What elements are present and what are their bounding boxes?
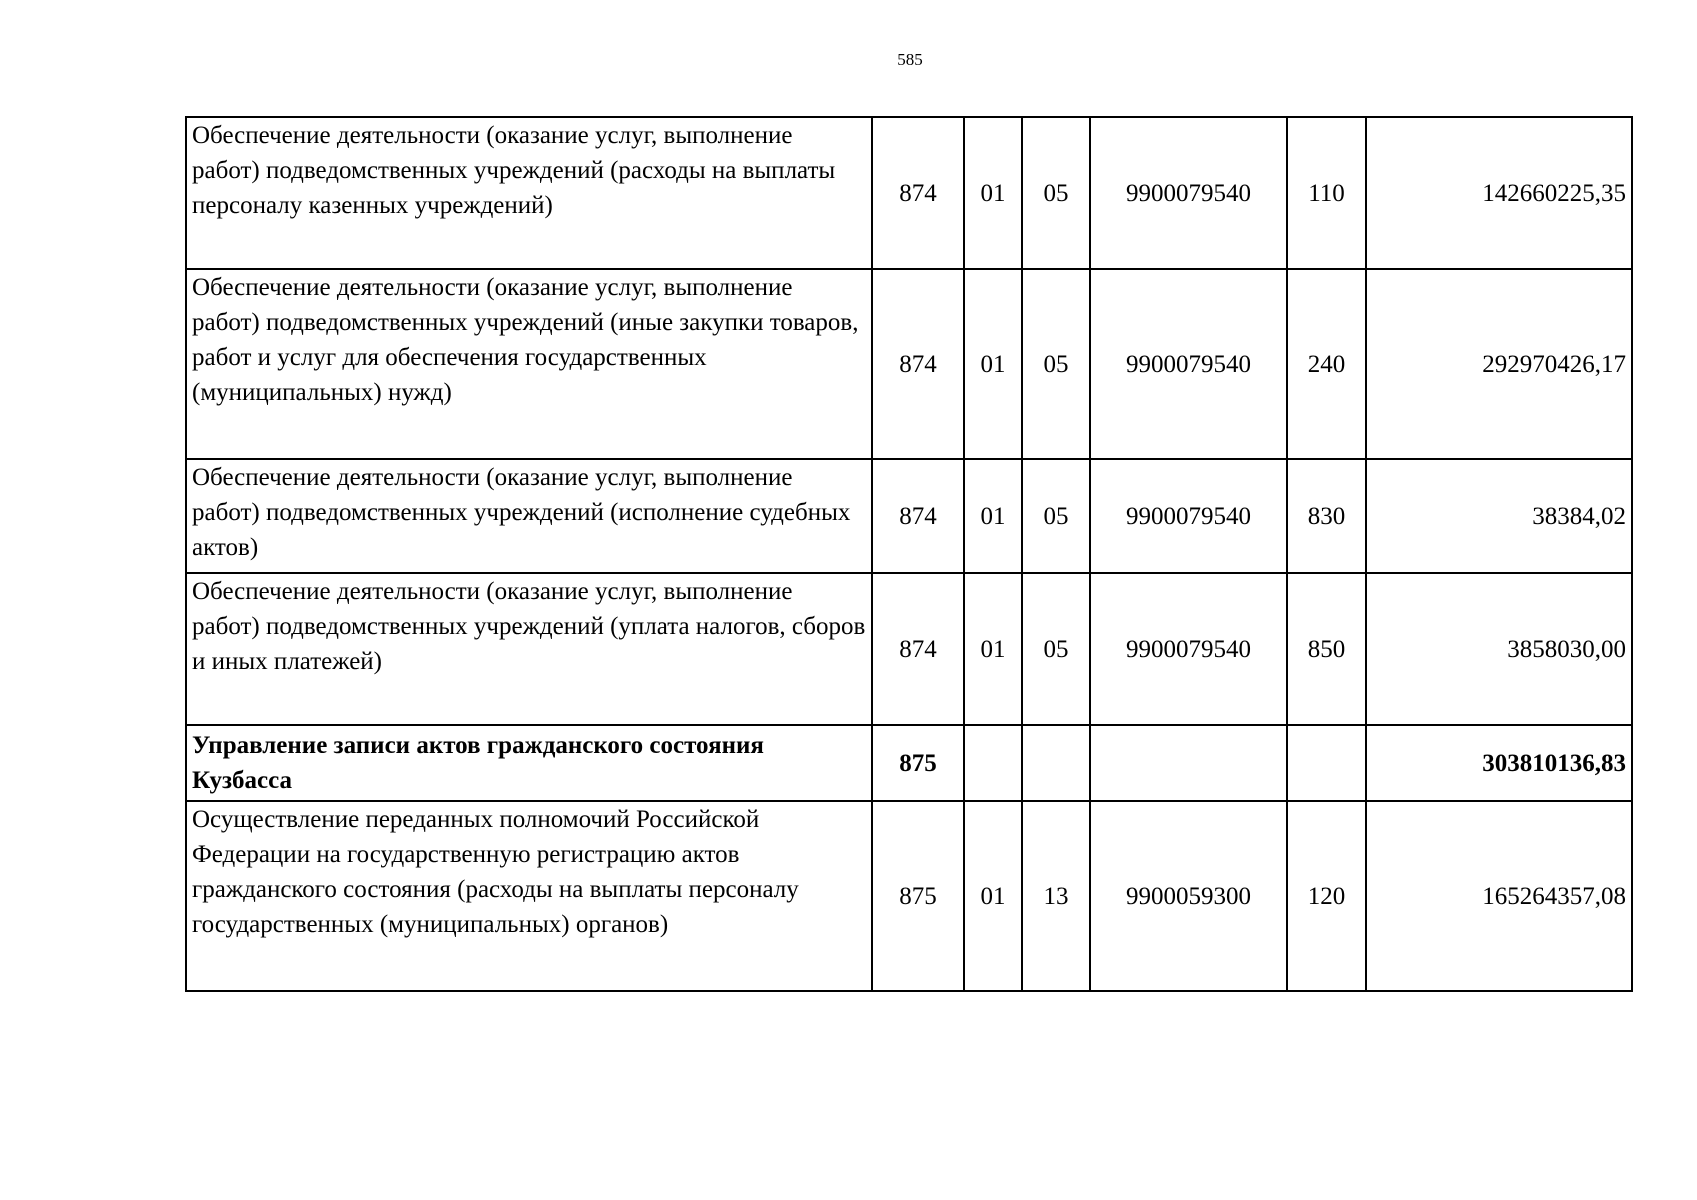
target-article-code: 9900079540	[1090, 573, 1287, 725]
section-code	[964, 725, 1022, 801]
ministry-code: 874	[872, 269, 964, 459]
target-article-code	[1090, 725, 1287, 801]
expense-type-code	[1287, 725, 1366, 801]
target-article-code: 9900079540	[1090, 269, 1287, 459]
ministry-code: 875	[872, 801, 964, 991]
table-row	[186, 801, 1632, 991]
amount: 303810136,83	[1366, 725, 1632, 801]
budget-table	[185, 116, 1633, 992]
row-name: Осуществление переданных полномочий Российской Федерации на государственную регистрацию актов гражданского состояния (расходы на выплаты персоналу государственных (муниципальных) органов)	[186, 801, 872, 991]
table-row-total	[186, 725, 1632, 801]
table-row	[186, 269, 1632, 459]
amount: 165264357,08	[1366, 801, 1632, 991]
expense-type-code: 850	[1287, 573, 1366, 725]
subsection-code: 05	[1022, 573, 1090, 725]
row-name: Обеспечение деятельности (оказание услуг, выполнение работ) подведомственных учреждений (уплата налогов, сборов и иных платежей)	[186, 573, 872, 725]
subsection-code: 05	[1022, 459, 1090, 573]
section-code: 01	[964, 269, 1022, 459]
expense-type-code: 240	[1287, 269, 1366, 459]
expense-type-code: 110	[1287, 117, 1366, 269]
page-number: 585	[897, 50, 923, 69]
subsection-code	[1022, 725, 1090, 801]
row-name: Обеспечение деятельности (оказание услуг, выполнение работ) подведомственных учреждений (исполнение судебных актов)	[186, 459, 872, 573]
target-article-code: 9900079540	[1090, 117, 1287, 269]
amount: 142660225,35	[1366, 117, 1632, 269]
row-name: Управление записи актов гражданского состояния Кузбасса	[186, 725, 872, 801]
section-code: 01	[964, 801, 1022, 991]
subsection-code: 13	[1022, 801, 1090, 991]
amount: 3858030,00	[1366, 573, 1632, 725]
row-name: Обеспечение деятельности (оказание услуг, выполнение работ) подведомственных учреждений (иные закупки товаров, работ и услуг для обеспечения государственных (муниципальных) нужд)	[186, 269, 872, 459]
ministry-code: 874	[872, 459, 964, 573]
amount: 38384,02	[1366, 459, 1632, 573]
section-code: 01	[964, 459, 1022, 573]
section-code: 01	[964, 573, 1022, 725]
table-row	[186, 573, 1632, 725]
subsection-code: 05	[1022, 269, 1090, 459]
expense-type-code: 830	[1287, 459, 1366, 573]
target-article-code: 9900079540	[1090, 459, 1287, 573]
ministry-code: 874	[872, 117, 964, 269]
table-row	[186, 117, 1632, 269]
table-row	[186, 459, 1632, 573]
row-name: Обеспечение деятельности (оказание услуг, выполнение работ) подведомственных учреждений (расходы на выплаты персоналу казенных учреждений)	[186, 117, 872, 269]
amount: 292970426,17	[1366, 269, 1632, 459]
target-article-code: 9900059300	[1090, 801, 1287, 991]
ministry-code: 875	[872, 725, 964, 801]
ministry-code: 874	[872, 573, 964, 725]
section-code: 01	[964, 117, 1022, 269]
expense-type-code: 120	[1287, 801, 1366, 991]
subsection-code: 05	[1022, 117, 1090, 269]
